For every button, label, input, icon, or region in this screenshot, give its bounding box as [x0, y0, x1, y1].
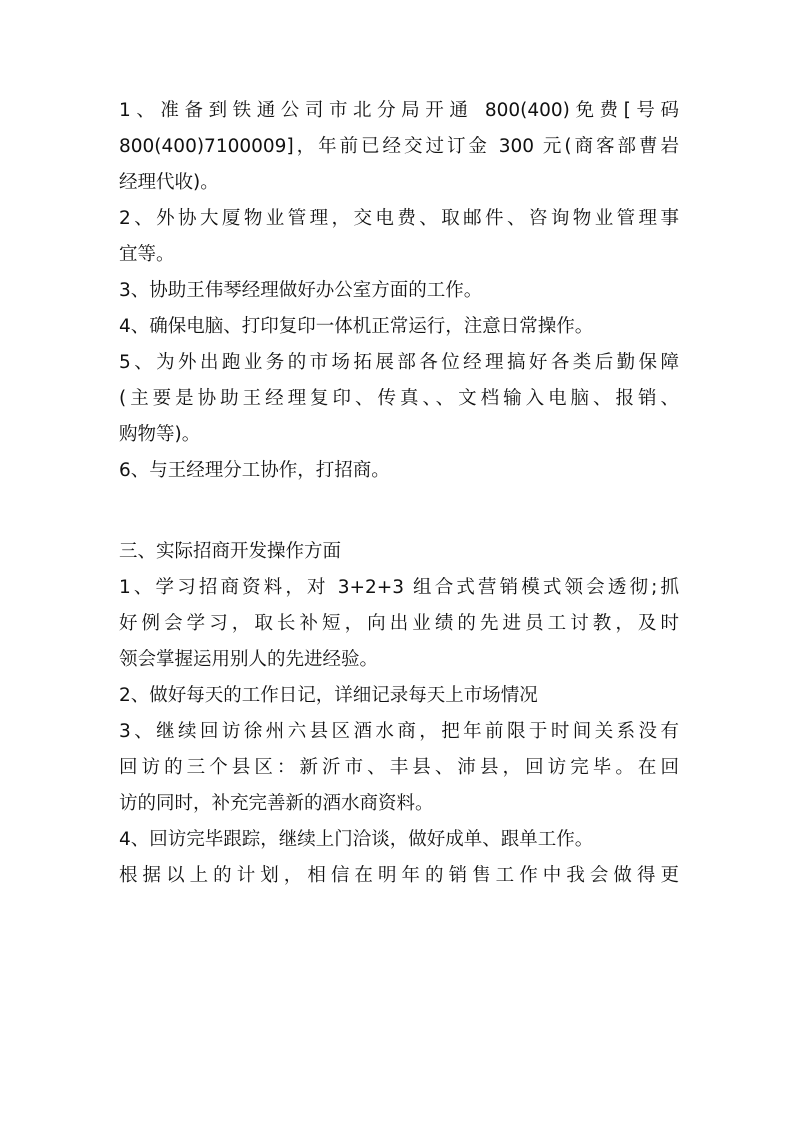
text-line: 2、做好每天的工作日记，详细记录每天上市场情况	[119, 685, 538, 706]
admin-item-4	[119, 309, 679, 345]
blank-line	[119, 489, 679, 534]
text-line: 1、学习招商资料，对 3+2+3 组合式营销模式领会透彻;抓	[119, 577, 679, 598]
text-line: 领会掌握运用别人的先进经验。	[119, 649, 379, 670]
text-line: 购物等)。	[119, 424, 201, 445]
text-line: 4、回访完毕跟踪，继续上门洽谈，做好成单、跟单工作。	[119, 829, 594, 850]
text-line: 宜等。	[119, 244, 175, 265]
text-line: 回访的三个县区：新沂市、丰县、沛县，回访完毕。在回	[119, 757, 679, 778]
sales-item-2	[119, 678, 679, 714]
text-line: (主要是协助王经理复印、传真、、文档输入电脑、报销、	[119, 388, 679, 409]
admin-item-3	[119, 273, 679, 309]
sales-item-4	[119, 822, 679, 858]
text-line: 3、继续回访徐州六县区酒水商，把年前限于时间关系没有	[119, 721, 679, 742]
text-line: 访的同时，补充完善新的酒水商资料。	[119, 793, 434, 814]
admin-item-1	[119, 93, 679, 201]
document-body	[119, 93, 679, 894]
text-line: 4、确保电脑、打印复印一体机正常运行，注意日常操作。	[119, 316, 594, 337]
text-line: 800(400)7100009]，年前已经交过订金 300 元(商客部曹岩	[119, 136, 679, 157]
admin-item-5	[119, 345, 679, 453]
text-line: 5、为外出跑业务的市场拓展部各位经理搞好各类后勤保障	[119, 352, 679, 373]
text-line: 1、准备到铁通公司市北分局开通 800(400)免费[号码	[119, 100, 679, 121]
admin-item-6	[119, 453, 679, 489]
sales-item-1	[119, 570, 679, 678]
closing-line: 根据以上的计划，相信在明年的销售工作中我会做得更	[119, 865, 679, 886]
text-line: 3、协助王伟琴经理做好办公室方面的工作。	[119, 280, 483, 301]
text-line: 6、与王经理分工协作，打招商。	[119, 460, 390, 481]
sales-item-3	[119, 714, 679, 822]
text-line: 2、外协大厦物业管理，交电费、取邮件、咨询物业管理事	[119, 208, 679, 229]
admin-item-2	[119, 201, 679, 273]
text-line: 经理代收)。	[119, 172, 219, 193]
section-heading: 三、实际招商开发操作方面	[119, 541, 342, 562]
text-line: 好例会学习，取长补短，向出业绩的先进员工讨教，及时	[119, 613, 679, 634]
